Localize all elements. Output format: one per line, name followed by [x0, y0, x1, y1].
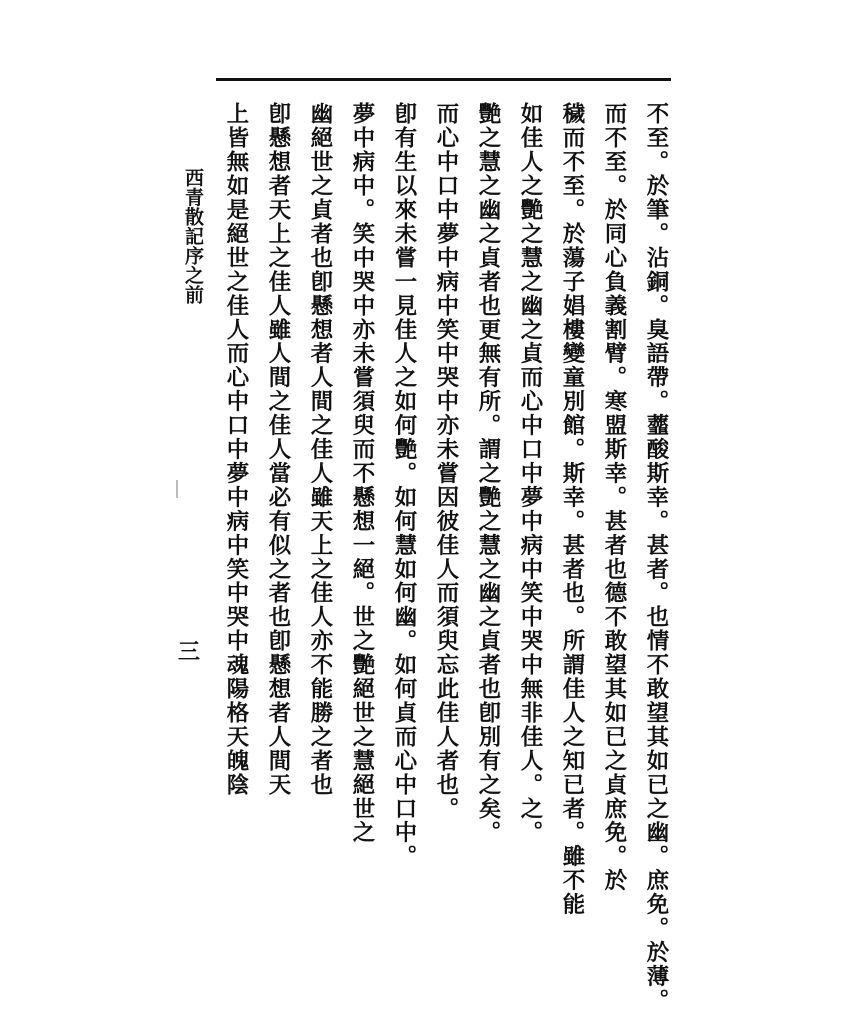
text-column-2: 而不至。於同心負義割臂。寒盟斯幸。甚者也德不敢望其如已之貞庶免。於: [601, 102, 627, 893]
text-column-10: 卽懸想者天上之佳人雖人間之佳人當必有似之者也卽懸想者人間天: [265, 102, 291, 797]
top-border-rule: [216, 78, 671, 81]
text-column-8: 夢中病中。笑中哭中亦未嘗須臾而不懸想一絕。世之艷絕世之慧絕世之: [349, 102, 375, 845]
text-column-1: 不至。於筆。沾銅。臭語帶。虀酸斯幸。甚者。也情不敢望其如已之幽。庶免。於薄。: [643, 102, 669, 1012]
text-column-9: 幽絕世之貞者也卽懸想者人間之佳人雖天上之佳人亦不能勝之者也: [307, 102, 333, 797]
page-number: 三: [178, 639, 201, 665]
text-column-6: 而心中口中夢中病中笑中哭中亦未嘗因彼佳人而須臾忘此佳人者也。: [433, 102, 459, 821]
text-column-3: 穢而不至。於蕩子娼樓變童別館。斯幸。甚者也。所謂佳人之知已者。雖不能: [559, 102, 585, 917]
text-column-5: 艷之慧之幽之貞者也更無有所。謂之艷之慧之幽之貞者也卽別有之矣。: [475, 102, 501, 845]
text-column-7: 卽有生以來未嘗一見佳人之如何艷。如何慧如何幽。如何貞而心中口中。: [391, 102, 417, 869]
text-column-11: 上皆無如是絕世之佳人而心中口中夢中病中笑中哭中魂陽格天魄陰: [223, 102, 249, 797]
running-title: 西青散記序之前: [182, 168, 204, 305]
text-column-4: 如佳人之艷之慧之幽之貞而心中口中夢中病中笑中哭中無非佳人。之。: [517, 102, 543, 845]
scan-speck: [176, 480, 178, 498]
